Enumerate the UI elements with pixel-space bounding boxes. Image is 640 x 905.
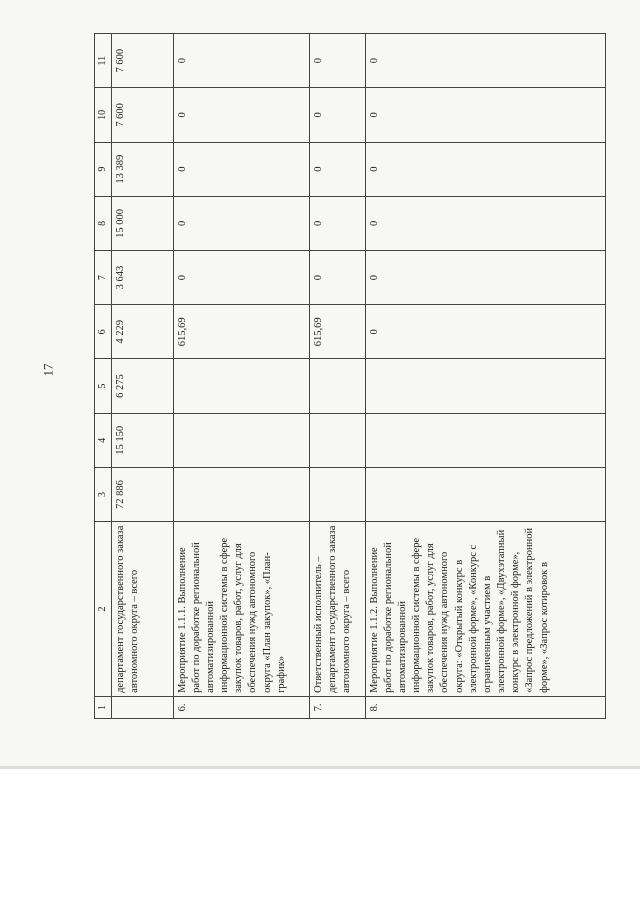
value-cell: 15 150 — [111, 413, 173, 467]
table-row — [173, 34, 309, 719]
value-cell: 0 — [309, 34, 365, 88]
row-name: Ответственный исполнитель – департамент государственного заказа автономного округа – всего — [309, 522, 365, 697]
value-cell: 0 — [365, 196, 605, 250]
table-row — [111, 34, 173, 719]
value-cell: 0 — [365, 142, 605, 196]
value-cell: 0 — [173, 250, 309, 304]
page-number: 17 — [40, 363, 56, 377]
value-cell: 0 — [309, 142, 365, 196]
scan-edge-divider — [0, 766, 640, 769]
value-cell: 15 000 — [111, 196, 173, 250]
value-cell: 3 643 — [111, 250, 173, 304]
header-cell: 4 — [95, 413, 112, 467]
value-cell — [309, 359, 365, 413]
value-cell: 4 229 — [111, 305, 173, 359]
value-cell: 615,69 — [309, 305, 365, 359]
header-cell: 7 — [95, 250, 112, 304]
value-cell: 615,69 — [173, 305, 309, 359]
rotated-table-container — [94, 33, 634, 719]
header-cell: 1 — [95, 696, 112, 718]
value-cell: 13 389 — [111, 142, 173, 196]
header-row — [95, 34, 112, 719]
value-cell — [365, 467, 605, 521]
program-funding-table — [94, 33, 606, 719]
value-cell: 0 — [309, 250, 365, 304]
value-cell: 0 — [173, 142, 309, 196]
row-number: 7. — [309, 696, 365, 718]
header-cell: 9 — [95, 142, 112, 196]
row-name: Мероприятие 1.1.1. Выполнение работ по доработке региональной автоматизированной информационной системы в сфере закупок товаров, работ, услуг для обеспечения нужд автономного округа «План закупок», «План-график» — [173, 522, 309, 697]
value-cell: 0 — [173, 88, 309, 142]
header-cell: 8 — [95, 196, 112, 250]
table-row — [309, 34, 365, 719]
row-name: департамент государственного заказа автономного округа – всего — [111, 522, 173, 697]
value-cell: 0 — [365, 88, 605, 142]
value-cell: 0 — [173, 196, 309, 250]
row-number: 6. — [173, 696, 309, 718]
value-cell: 0 — [309, 88, 365, 142]
value-cell — [309, 413, 365, 467]
value-cell: 0 — [365, 34, 605, 88]
header-cell: 5 — [95, 359, 112, 413]
header-cell: 6 — [95, 305, 112, 359]
value-cell — [309, 467, 365, 521]
header-cell: 2 — [95, 522, 112, 697]
header-cell: 10 — [95, 88, 112, 142]
value-cell — [173, 359, 309, 413]
row-number: 8. — [365, 696, 605, 718]
header-cell: 3 — [95, 467, 112, 521]
value-cell: 0 — [309, 196, 365, 250]
row-name: Мероприятие 1.1.2. Выполнение работ по доработке региональной автоматизированной информационной системы в сфере закупок товаров, работ, услуг для обеспечения нужд автономного округа: «Открытый конкурс в электронной форме», «Конкурс с ограниченным участием в электронной форме», «Двухэтапный конкурс в электронной форме», «Запрос предложений в электронной форме», «Запрос котировок в — [365, 522, 605, 697]
value-cell: 7 600 — [111, 34, 173, 88]
table-row — [365, 34, 605, 719]
value-cell — [365, 359, 605, 413]
value-cell: 0 — [365, 250, 605, 304]
value-cell: 0 — [365, 305, 605, 359]
value-cell — [173, 413, 309, 467]
value-cell: 7 600 — [111, 88, 173, 142]
value-cell: 72 886 — [111, 467, 173, 521]
row-number — [111, 696, 173, 718]
value-cell: 0 — [173, 34, 309, 88]
value-cell — [173, 467, 309, 521]
value-cell: 6 275 — [111, 359, 173, 413]
value-cell — [365, 413, 605, 467]
header-cell: 11 — [95, 34, 112, 88]
